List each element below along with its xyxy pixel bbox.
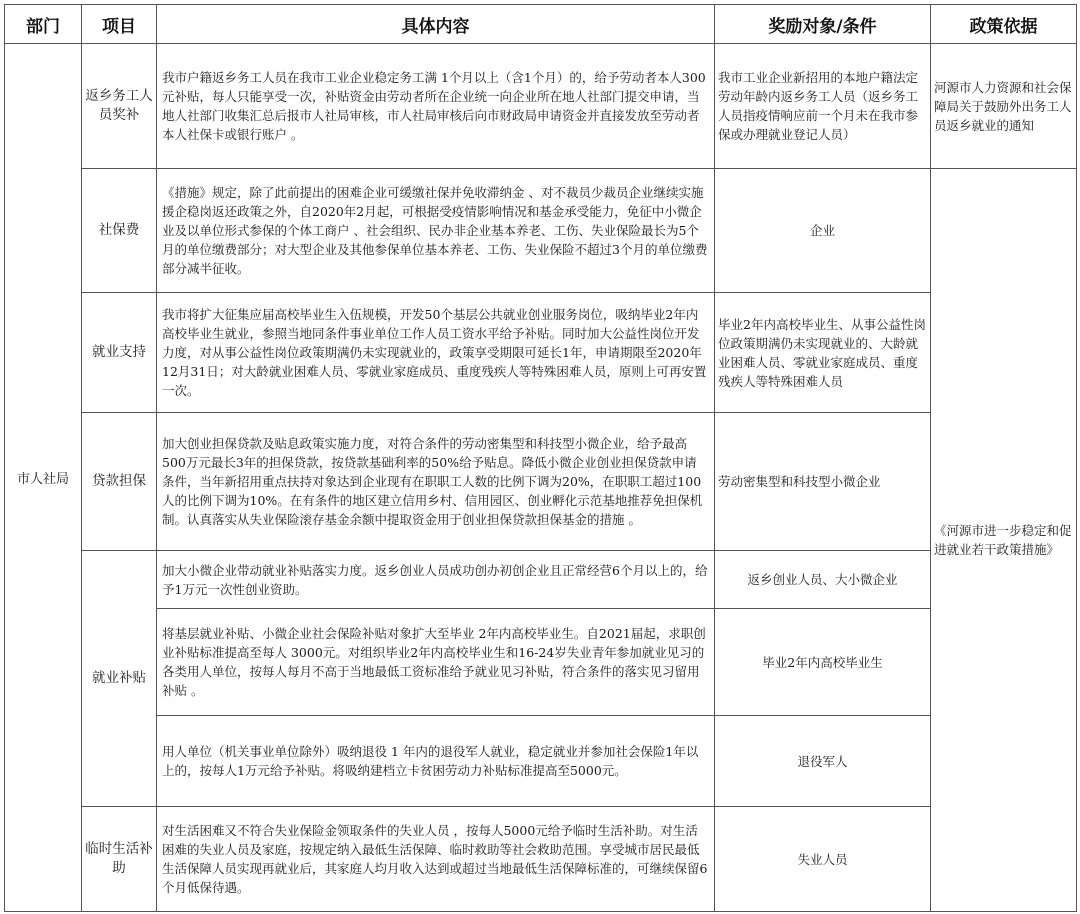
target-cell: 劳动密集型和科技型小微企业 [715,413,931,551]
content-cell: 我市将扩大征集应届高校毕业生入伍规模，开发50个基层公共就业创业服务岗位，吸纳毕业2年内高校毕业生就业，参照当地同条件事业单位工作人员工资水平给予补贴。同时加大公益性岗位开发力度，对从事公益性岗位政策期满仍未实现就业的，政策享受期限可延长1年，申请期限至2020年12月31日；对大龄就业困难人员、零就业家庭成员、重度残疾人等特殊困难人员，原则上可再安置一次。 [157,293,715,413]
basis-shared-cell: 《河源市进一步稳定和促进就业若干政策措施》 [931,169,1077,912]
policy-table [4,4,1077,912]
item-cell: 返乡务工人员奖补 [82,44,157,169]
item-cell: 就业支持 [82,293,157,413]
target-cell: 失业人员 [715,807,931,912]
content-cell: 对生活困难又不符合失业保险金领取条件的失业人员 ，按每人5000元给予临时生活补助。对生活困难的失业人员及家庭，按规定纳入最低生活保障、临时救助等社会救助范围。享受城市居民最低生活保障人员实现再就业后，其家庭人均月收入达到或超过当地最低生活保障标准的，可继续保留6个月低保待遇。 [157,807,715,912]
table-row [5,44,1077,169]
item-cell: 临时生活补助 [82,807,157,912]
table-row [5,609,1077,716]
header-item: 项目 [82,5,157,44]
header-target: 奖励对象/条件 [715,5,931,44]
target-cell: 我市工业企业新招用的本地户籍法定劳动年龄内返乡务工人员（返乡务工人员指疫情响应前一个月未在我市参保或办理就业登记人员） [715,44,931,169]
basis-cell: 河源市人力资源和社会保障局关于鼓励外出务工人员返乡就业的通知 [931,44,1077,169]
target-cell: 企业 [715,169,931,293]
header-content: 具体内容 [157,5,715,44]
table-row [5,169,1077,293]
table-row [5,807,1077,912]
table-row [5,293,1077,413]
header-department: 部门 [5,5,82,44]
content-cell: 加大创业担保贷款及贴息政策实施力度，对符合条件的劳动密集型和科技型小微企业，给予最高500万元最长3年的担保贷款，按贷款基础利率的50%给予贴息。降低小微企业创业担保贷款申请条件，当年新招用重点扶持对象达到企业现有在职职工人数的比例下调为20%，在职职工超过100人的比例下调为10%。在有条件的地区建立信用乡村、信用园区、创业孵化示范基地推荐免担保机制。认真落实从失业保险滚存基金余额中提取资金用于创业担保贷款担保基金的措施 。 [157,413,715,551]
content-cell: 将基层就业补贴、小微企业社会保险补贴对象扩大至毕业 2年内高校毕业生。自2021届起，求职创业补贴标准提高至每人 3000元。对组织毕业2年内高校毕业生和16-24岁失业青年参加就业见习的各类用人单位，按每人每月不高于当地最低工资标准给予就业见习补贴，符合条件的落实见习留用补贴 。 [157,609,715,716]
content-cell: 我市户籍返乡务工人员在我市工业企业稳定务工满 1个月以上（含1个月）的，给予劳动者本人300元补贴，每人只能享受一次，补贴资金由劳动者所在企业统一向企业所在地人社部门提交申请，当地人社部门收集汇总后报市人社局审核，市人社局审核后向市财政局申请资金并直接发放至劳动者本人社保卡或银行账户 。 [157,44,715,169]
item-cell: 就业补贴 [82,551,157,807]
header-basis: 政策依据 [931,5,1077,44]
item-cell: 贷款担保 [82,413,157,551]
target-cell: 返乡创业人员、大小微企业 [715,551,931,609]
department-cell: 市人社局 [5,44,82,912]
content-cell: 《措施》规定，除了此前提出的困难企业可缓缴社保并免收滞纳金 、对不裁员少裁员企业继续实施援企稳岗返还政策之外，自2020年2月起，可根据受疫情影响情况和基金承受能力，免征中小微企业及以单位形式参保的个体工商户 、社会组织、民办非企业基本养老、工伤、失业保险最长为5个月的单位缴费部分；对大型企业及其他参保单位基本养老、工伤、失业保险不超过3个月的单位缴费部分减半征收。 [157,169,715,293]
target-cell: 毕业2年内高校毕业生、从事公益性岗位政策期满仍未实现就业的、大龄就业困难人员、零就业家庭成员、重度残疾人等特殊困难人员 [715,293,931,413]
table-row [5,551,1077,609]
table-row [5,716,1077,807]
table-row [5,413,1077,551]
item-cell: 社保费 [82,169,157,293]
table-header-row [5,5,1077,44]
content-cell: 加大小微企业带动就业补贴落实力度。返乡创业人员成功创办初创企业且正常经营6个月以上的，给予1万元一次性创业资助。 [157,551,715,609]
target-cell: 毕业2年内高校毕业生 [715,609,931,716]
content-cell: 用人单位（机关事业单位除外）吸纳退役 1 年内的退役军人就业，稳定就业并参加社会保险1年以上的，按每人1万元给予补贴。将吸纳建档立卡贫困劳动力补贴标准提高至5000元。 [157,716,715,807]
target-cell: 退役军人 [715,716,931,807]
